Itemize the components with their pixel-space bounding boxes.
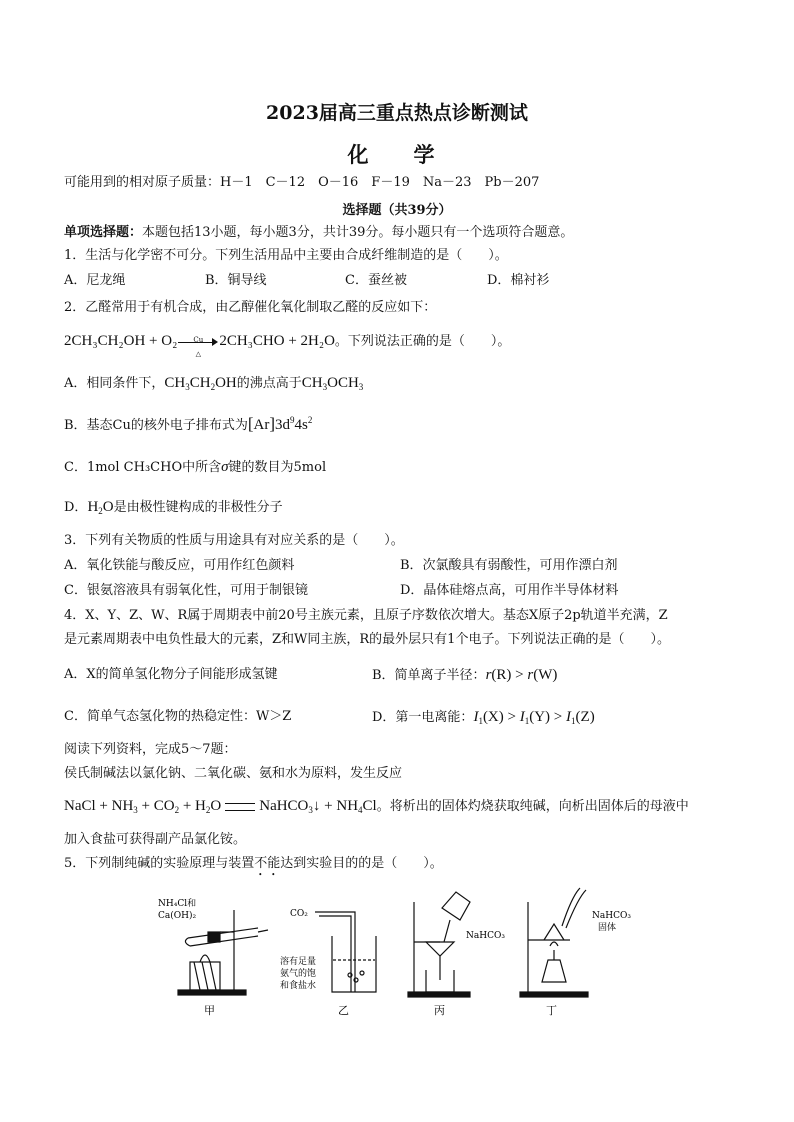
q2-eq-right: 2CH₃CHO + 2H₂O <box>219 333 335 349</box>
section-heading: 选择题（共39分） <box>342 203 452 218</box>
fig-yi-note1: 溶有足量 <box>280 957 317 967</box>
q2-eq-left: 2CH₃CH₂OH + O₂ <box>64 333 178 349</box>
q4-option-a: A．X的简单氢化物分子间能形成氢键 <box>64 667 278 682</box>
fig-label-yi: 乙 <box>338 1004 349 1017</box>
q3-option-a: A．氧化铁能与酸反应，可用作红色颜料 <box>64 558 295 573</box>
sigma-symbol: σ <box>221 459 229 475</box>
apparatus-bing-icon <box>408 892 470 997</box>
reading-intro: 阅读下列资料，完成5～7题： <box>64 742 237 757</box>
reading-eq-tail: 。将析出的固体灼烧获取纯碱，向析出固体后的母液中 <box>376 799 689 814</box>
q2-b-pre: B．基态Cu的核外电子排布式为 <box>64 418 248 433</box>
q1-stem: 1．生活与化学密不可分。下列生活用品中主要由合成纤维制造的是（ ）。 <box>64 248 508 263</box>
q2-option-a <box>64 372 363 395</box>
q2-c-pre: C． <box>64 460 87 475</box>
q4-b-pre: B．简单离子半径： <box>372 668 486 683</box>
atomic-masses: 可能用到的相对原子质量：H－1 C－12 O－16 F－19 Na－23 Pb－207 <box>64 175 540 190</box>
q2-a-pre: A．相同条件下， <box>64 376 165 391</box>
instructions-text: 本题包括13小题，每小题3分，共计39分。每小题只有一个选项符合题意。 <box>142 225 574 240</box>
q1-option-b: B．铜导线 <box>205 273 267 288</box>
fig-bing-solid: NaHCO₃ <box>466 931 505 941</box>
equals-sign-icon <box>225 803 255 811</box>
q2-equation <box>64 330 511 358</box>
reading-eq-left: NaCl + $NH_3 + CO_2 + H_2O$ <box>64 798 222 815</box>
q2-a-formula2: $CH_3OCH_3$ <box>301 375 364 392</box>
q2-d-post: 是由极性键构成的非极性分子 <box>113 500 283 515</box>
q5-stem <box>64 855 443 879</box>
q3-option-b: B．次氯酸具有弱酸性，可用作漂白剂 <box>400 558 618 573</box>
q3-option-d: D．晶体硅熔点高，可用作半导体材料 <box>400 583 619 598</box>
catalyst-label: Cu <box>193 335 204 344</box>
fig-label-jia: 甲 <box>204 1004 215 1017</box>
q2-a-formula1: $CH_3CH_2OH$ <box>164 375 237 392</box>
fig-yi-note2: 氨气的饱 <box>280 969 317 979</box>
heat-label: △ <box>195 349 202 358</box>
q4-option-c: C．简单气态氢化物的热稳定性：W＞Z <box>64 709 292 724</box>
q4-stem-line1: 4．X、Y、Z、W、R属于周期表中前20号主族元素，且原子序数依次增大。基态X原子2p轨道半充满，Z <box>64 608 668 623</box>
q2-d-pre: D． <box>64 500 88 515</box>
reading-equation <box>64 795 689 818</box>
q2-d-formula: $H_2O$ <box>87 499 114 516</box>
q5-stem-emphasis: 不能 <box>254 856 281 871</box>
q1-option-c: C．蚕丝被 <box>345 273 407 288</box>
q4-b-formula: r(R) > r(W) <box>485 667 558 683</box>
fig-ding-solid2: 固体 <box>598 923 617 933</box>
q2-eq-tail: 。下列说法正确的是（ ）。 <box>334 334 511 349</box>
q2-b-config: $[Ar]3d^94s^2$ <box>247 414 313 433</box>
q1-option-d: D．棉衬衫 <box>487 273 550 288</box>
fig-label-ding: 丁 <box>546 1004 557 1017</box>
apparatus-jia-icon <box>178 910 268 995</box>
q3-stem: 3．下列有关物质的性质与用途具有对应关系的是（ ）。 <box>64 533 404 548</box>
exam-title: 2023届高三重点热点诊断测试 <box>266 102 528 124</box>
apparatus-ding-icon <box>520 888 588 997</box>
fig-ding-solid1: NaHCO₃ <box>592 911 631 921</box>
q1-option-a: A．尼龙绳 <box>64 273 126 288</box>
instructions <box>64 224 573 242</box>
reaction-arrow-icon <box>178 335 218 358</box>
reading-eq-right: NaHCO$_3$↓ + $NH_4Cl$ <box>259 798 377 815</box>
q2-a-mid: 的沸点高于 <box>236 376 302 391</box>
q4-option-b <box>372 664 557 687</box>
q3-option-c: C．银氨溶液具有弱氧化性，可用于制银镜 <box>64 583 308 598</box>
apparatus-figure <box>150 880 650 1020</box>
q5-stem-pre: 5．下列制纯碱的实验原理与装置 <box>64 856 255 871</box>
q4-option-d <box>372 706 595 729</box>
reading-line1: 侯氏制碱法以氯化钠、二氧化碳、氨和水为原料，发生反应 <box>64 766 403 781</box>
q2-option-b <box>64 413 312 437</box>
q4-d-pre: D．第一电离能： <box>372 710 474 725</box>
q4-stem-line2: 是元素周期表中电负性最大的元素，Z和W同主族，R的最外层只有1个电子。下列说法正确的是（ ）。 <box>64 632 670 647</box>
fig-yi-gas: CO₂ <box>290 909 308 919</box>
q2-c-mid: 1mol CH₃CHO中所含 <box>86 460 222 475</box>
fig-yi-note3: 和食盐水 <box>280 981 317 991</box>
q2-option-c <box>64 456 326 479</box>
q2-option-d <box>64 496 283 519</box>
fig-label-bing: 丙 <box>434 1004 445 1017</box>
instructions-label: 单项选择题： <box>64 225 143 240</box>
fig-jia-reagent2: Ca(OH)₂ <box>158 911 197 921</box>
q2-stem: 2．乙醛常用于有机合成，由乙醇催化氧化制取乙醛的反应如下： <box>64 300 437 315</box>
apparatus-yi-icon <box>315 912 376 992</box>
q4-d-formula: $I_1(X) > I_1(Y) > I_1(Z)$ <box>473 709 595 726</box>
reading-line3: 加入食盐可获得副产品氯化铵。 <box>64 832 247 847</box>
subject-title: 化 学 <box>347 142 447 167</box>
fig-jia-reagent1: NH₄Cl和 <box>158 899 197 909</box>
q5-stem-post: 达到实验目的的是（ ）。 <box>280 856 443 871</box>
q2-c-post: 键的数目为5mol <box>228 460 327 475</box>
